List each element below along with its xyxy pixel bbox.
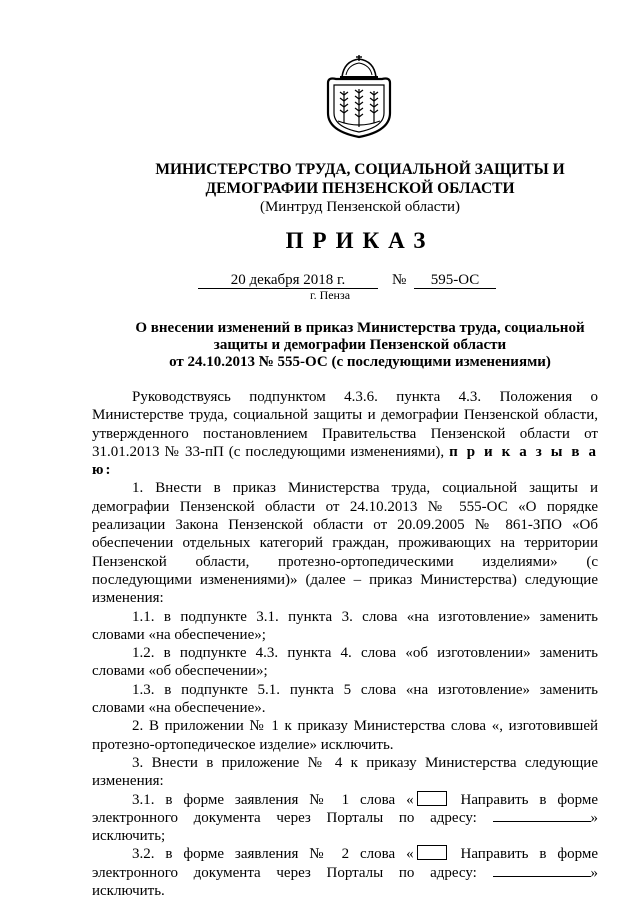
subject-line2: защиты и демографии Пензенской области: [213, 337, 507, 353]
order-number: 595-ОС: [414, 272, 496, 289]
item-2: 2. В приложении № 1 к приказу Министерства слова «, изготовившей протезно-ортопедическое изделие» исключить.: [92, 718, 598, 753]
checkbox-placeholder: [417, 845, 447, 860]
preamble-text: Руководствуясь подпунктом 4.3.6. пункта 4.3. Положения о Министерстве труда, социальной защиты и демографии Пензенской области, утвержденного постановлением Правительства Пензенской области от 31.01.2013 № 33-пП (с последующими изменениями),: [92, 389, 598, 460]
item-1-2: 1.2. в подпункте 4.3. пункта 4. слова «об изготовлении» заменить словами «об обеспечении»;: [92, 645, 598, 680]
subject-line1: О внесении изменений в приказ Министерства труда, социальной: [135, 320, 585, 336]
item-3: 3. Внести в приложение № 4 к приказу Министерства следующие изменения:: [92, 754, 598, 790]
item-3-2-prefix: 3.2. в форме заявления № 2 слова «: [132, 846, 414, 863]
order-date: 20 декабря 2018 г.: [198, 272, 378, 289]
order-body: [92, 388, 598, 900]
ministry-short-name: (Минтруд Пензенской области): [259, 199, 461, 215]
item-1-3: 1.3. в подпункте 5.1. пункта 5 слова «на изготовление» заменить словами «на обеспечение».: [92, 681, 598, 717]
item-3-2-suffix: » исключить.: [92, 864, 599, 900]
ministry-name-line1: МИНИСТЕРСТВО ТРУДА, СОЦИАЛЬНОЙ ЗАЩИТЫ И: [155, 161, 565, 178]
order-word: п р и к а з ы в а ю:: [92, 443, 599, 479]
document-type-title: ПРИКАЗ: [285, 228, 435, 253]
address-blank-line: [493, 864, 591, 877]
ministry-name-line2: ДЕМОГРАФИИ ПЕНЗЕНСКОЙ ОБЛАСТИ: [205, 180, 515, 197]
item-3-1-prefix: 3.1. в форме заявления № 1 слова «: [132, 791, 414, 808]
pensa-coat-of-arms-emblem: [324, 55, 394, 139]
item-3-1-text: Направить в форме электронного документа через Порталы по адресу:: [92, 791, 599, 826]
address-blank-line: [493, 809, 591, 822]
order-subject: [100, 320, 620, 371]
item-3-2-text: Направить в форме электронного документа через Порталы по адресу:: [92, 846, 599, 881]
item-3-1: [92, 791, 598, 846]
number-sign: №: [392, 272, 407, 288]
item-3-2: [92, 845, 598, 900]
preamble-paragraph: [92, 388, 598, 479]
item-3-1-suffix: » исключить;: [92, 809, 599, 845]
item-1: 1. Внести в приказ Министерства труда, социальной защиты и демографии Пензенской области от 24.10.2013 № 555-ОС «О порядке реализации Закона Пензенской области от 20.09.2005 № 861-ЗПО «Об обеспечении отдельных категорий граждан, проживающих на территории Пензенской области, протезно-ортопедическими изделиями» (с последующими изменениями)» (далее – приказ Министерства) следующие изменения:: [92, 480, 598, 607]
subject-line3: от 24.10.2013 № 555-ОС (с последующими изменениями): [169, 354, 551, 370]
item-1-1: 1.1. в подпункте 3.1. пункта 3. слова «на изготовление» заменить словами «на обеспечение»;: [92, 608, 598, 643]
city-name: г. Пенза: [310, 288, 351, 302]
checkbox-placeholder: [417, 791, 447, 806]
